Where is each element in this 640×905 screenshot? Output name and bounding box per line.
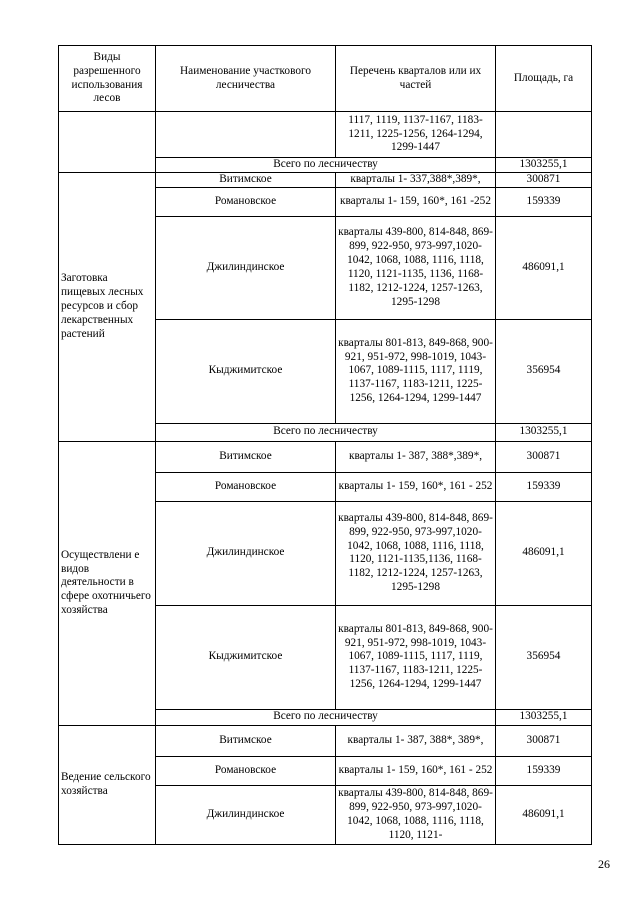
forestry-cell: Кыджимитское xyxy=(156,319,336,423)
blocks-cell: кварталы 1- 387, 388*, 389*, xyxy=(336,725,496,756)
area-cell: 356954 xyxy=(496,319,592,423)
area-cell: 159339 xyxy=(496,756,592,785)
table-row xyxy=(59,172,592,187)
forestry-cell: Джилиндинское xyxy=(156,501,336,605)
forest-use-table xyxy=(58,45,592,845)
area-cell: 356954 xyxy=(496,605,592,709)
use-cell: Ведение сельского хозяйства xyxy=(59,725,156,844)
table-header-row xyxy=(59,46,592,112)
forestry-cell xyxy=(156,112,336,158)
use-cell xyxy=(59,112,156,173)
blocks-cell: кварталы 1- 159, 160*, 161 - 252 xyxy=(336,472,496,501)
header-area: Площадь, га xyxy=(496,46,592,112)
forestry-cell: Витимское xyxy=(156,441,336,472)
use-cell: Заготовка пищевых лесных ресурсов и сбор лекарственных растений xyxy=(59,172,156,441)
table-row xyxy=(59,725,592,756)
area-cell xyxy=(496,112,592,158)
blocks-cell: кварталы 1- 159, 160*, 161 - 252 xyxy=(336,756,496,785)
header-blocks: Перечень кварталов или их частей xyxy=(336,46,496,112)
forestry-cell: Романовское xyxy=(156,472,336,501)
blocks-cell: кварталы 801-813, 849-868, 900-921, 951-972, 998-1019, 1043-1067, 1089-1115, 1117, 1119, 1137-1167, 1183-1211, 1225-1256, 1264-1294, 1299-1447 xyxy=(336,605,496,709)
area-cell: 300871 xyxy=(496,725,592,756)
blocks-cell: кварталы 1- 387, 388*,389*, xyxy=(336,441,496,472)
forestry-cell: Витимское xyxy=(156,172,336,187)
total-value: 1303255,1 xyxy=(496,423,592,441)
area-cell: 300871 xyxy=(496,441,592,472)
total-label: Всего по лесничеству xyxy=(156,158,496,173)
blocks-cell: кварталы 1- 337,388*,389*, xyxy=(336,172,496,187)
blocks-cell: кварталы 801-813, 849-868, 900-921, 951-972, 998-1019, 1043-1067, 1089-1115, 1117, 1119, 1137-1167, 1183-1211, 1225-1256, 1264-1294, 1299-1447 xyxy=(336,319,496,423)
area-cell: 486091,1 xyxy=(496,785,592,844)
forestry-cell: Кыджимитское xyxy=(156,605,336,709)
forestry-cell: Витимское xyxy=(156,725,336,756)
total-value: 1303255,1 xyxy=(496,709,592,725)
area-cell: 300871 xyxy=(496,172,592,187)
area-cell: 159339 xyxy=(496,187,592,216)
table-row xyxy=(59,441,592,472)
area-cell: 486091,1 xyxy=(496,216,592,319)
table-row xyxy=(59,112,592,158)
area-cell: 159339 xyxy=(496,472,592,501)
blocks-cell: кварталы 439-800, 814-848, 869-899, 922-950, 973-997,1020-1042, 1068, 1088, 1116, 1118, 1120, 1121-1135,1136, 1168-1182, 1212-1224, 1257-1263, 1295-1298 xyxy=(336,501,496,605)
total-value: 1303255,1 xyxy=(496,158,592,173)
header-use: Виды разрешенного использования лесов xyxy=(59,46,156,112)
total-label: Всего по лесничеству xyxy=(156,709,496,725)
forestry-cell: Джилиндинское xyxy=(156,785,336,844)
header-forestry: Наименование участкового лесничества xyxy=(156,46,336,112)
blocks-cell: кварталы 439-800, 814-848, 869-899, 922-950, 973-997,1020-1042, 1068, 1088, 1116, 1118, 1120, 1121- xyxy=(336,785,496,844)
blocks-cell: кварталы 1- 159, 160*, 161 -252 xyxy=(336,187,496,216)
page-number: 26 xyxy=(598,857,610,871)
forestry-cell: Романовское xyxy=(156,187,336,216)
total-label: Всего по лесничеству xyxy=(156,423,496,441)
use-cell: Осуществлени е видов деятельности в сфере охотничьего хозяйства xyxy=(59,441,156,725)
blocks-cell: 1117, 1119, 1137-1167, 1183-1211, 1225-1256, 1264-1294, 1299-1447 xyxy=(336,112,496,158)
forestry-cell: Романовское xyxy=(156,756,336,785)
forestry-cell: Джилиндинское xyxy=(156,216,336,319)
area-cell: 486091,1 xyxy=(496,501,592,605)
blocks-cell: кварталы 439-800, 814-848, 869-899, 922-950, 973-997,1020-1042, 1068, 1088, 1116, 1118, 1120, 1121-1135, 1136, 1168-1182, 1212-1224, 1257-1263, 1295-1298 xyxy=(336,216,496,319)
